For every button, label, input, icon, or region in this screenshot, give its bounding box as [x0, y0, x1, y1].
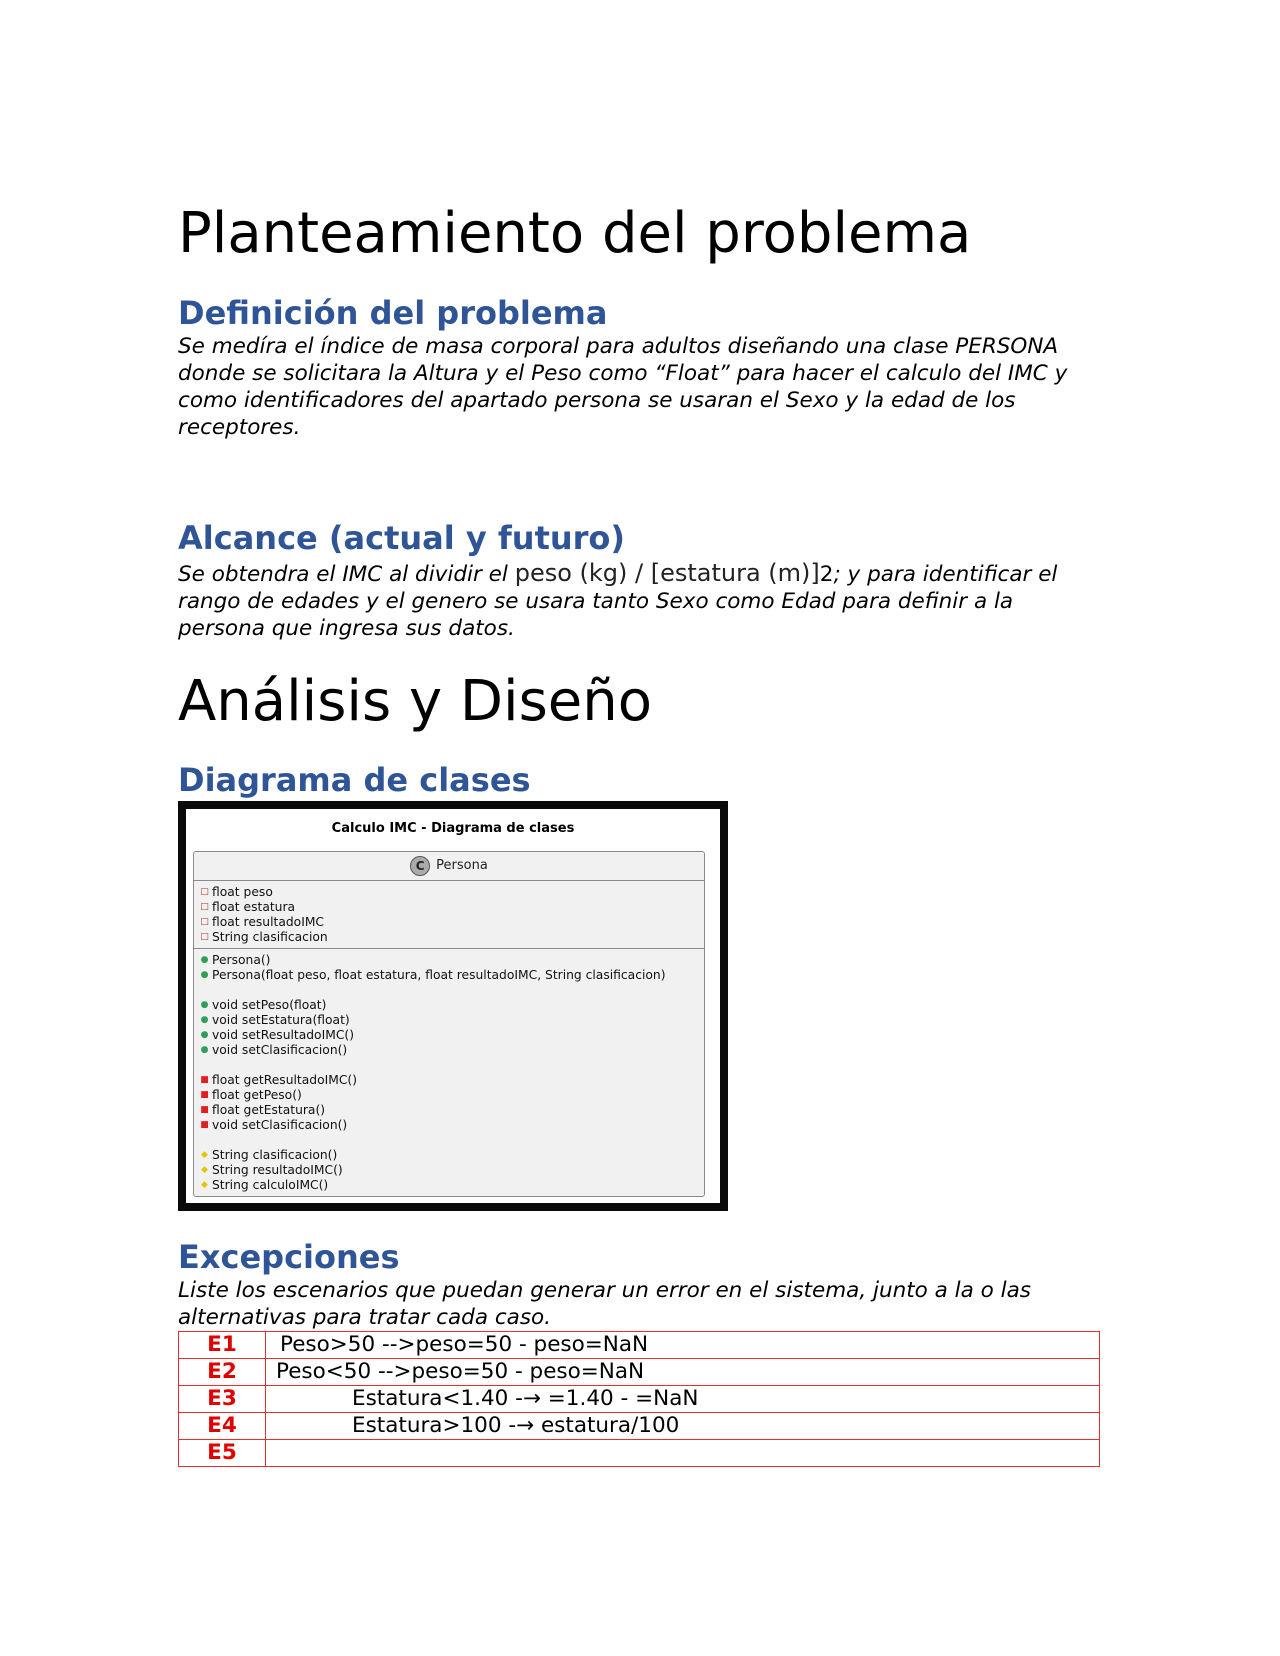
- exception-description: Peso>50 -->peso=50 - peso=NaN: [266, 1332, 1100, 1359]
- section-title-planteamiento: Planteamiento del problema: [178, 201, 972, 266]
- imc-formula: peso (kg) / [estatura (m)]: [514, 559, 820, 587]
- private-field-icon: □: [200, 902, 209, 912]
- heading-alcance: Alcance (actual y futuro): [178, 519, 626, 557]
- exceptions-table: [178, 1331, 1100, 1467]
- heading-definicion: Definición del problema: [178, 294, 608, 332]
- class-methods: [194, 949, 704, 1193]
- class-attributes: [194, 881, 704, 949]
- private-method-icon: ■: [200, 1105, 209, 1115]
- public-method-icon: ●: [200, 955, 209, 965]
- protected-method-icon: ◆: [201, 1180, 208, 1190]
- method-row: ■ void setClasificacion(): [200, 1118, 348, 1132]
- public-method-icon: ●: [200, 1015, 209, 1025]
- diagram-title: Calculo IMC - Diagrama de clases: [331, 821, 575, 836]
- exception-id: E4: [179, 1413, 266, 1440]
- method-row: ◆ String clasificacion(): [201, 1148, 338, 1162]
- private-field-icon: □: [200, 932, 209, 942]
- private-method-icon: ■: [200, 1090, 209, 1100]
- method-row: ● void setEstatura(float): [200, 1013, 350, 1027]
- table-row: [179, 1440, 1100, 1467]
- heading-diagrama: Diagrama de clases: [178, 761, 531, 799]
- exception-description: Estatura>100 -→ estatura/100: [266, 1413, 1100, 1440]
- method-row: ■ float getPeso(): [200, 1088, 302, 1102]
- section-title-analisis: Análisis y Diseño: [178, 669, 652, 734]
- exceptions-paragraph: Liste los escenarios que puedan generar un error en el sistema, junto a la o las alternativas para tratar cada caso.: [178, 1278, 1031, 1330]
- exception-description: Estatura<1.40 -→ =1.40 - =NaN: [266, 1386, 1100, 1413]
- table-row: [179, 1359, 1100, 1386]
- private-field-icon: □: [200, 887, 209, 897]
- method-row: ■ float getResultadoIMC(): [200, 1073, 358, 1087]
- method-row: ● Persona(): [200, 953, 271, 967]
- public-method-icon: ●: [200, 1000, 209, 1010]
- method-row: ● void setResultadoIMC(): [200, 1028, 355, 1042]
- private-method-icon: ■: [200, 1075, 209, 1085]
- method-row: ● void setPeso(float): [200, 998, 327, 1012]
- scope-paragraph: [178, 560, 1100, 642]
- class-badge-icon: C: [410, 856, 430, 876]
- protected-method-icon: ◆: [201, 1150, 208, 1160]
- exception-id: E5: [179, 1440, 266, 1467]
- attribute-row: □ float resultadoIMC: [200, 915, 325, 929]
- protected-method-icon: ◆: [201, 1165, 208, 1175]
- scope-text-before: Se obtendra el IMC al dividir el: [178, 562, 515, 587]
- class-name: Persona: [436, 858, 488, 873]
- class-box-persona: [193, 851, 705, 1197]
- exception-description: [266, 1440, 1100, 1467]
- public-method-icon: ●: [200, 1030, 209, 1040]
- exception-id: E3: [179, 1386, 266, 1413]
- scope-text-after: ; y para identificar el rango de edades y el genero se usara tanto Sexo como Edad para definir a la persona que ingresa sus datos.: [178, 562, 1058, 641]
- attribute-row: □ String clasificacion: [200, 930, 328, 944]
- class-diagram: [178, 801, 728, 1211]
- attribute-row: □ float peso: [200, 885, 273, 899]
- table-row: [179, 1332, 1100, 1359]
- public-method-icon: ●: [200, 1045, 209, 1055]
- heading-excepciones: Excepciones: [178, 1238, 400, 1276]
- private-field-icon: □: [200, 917, 209, 927]
- table-row: [179, 1386, 1100, 1413]
- attribute-row: □ float estatura: [200, 900, 296, 914]
- method-row: ◆ String calculoIMC(): [201, 1178, 329, 1192]
- exception-id: E1: [179, 1332, 266, 1359]
- table-row: [179, 1413, 1100, 1440]
- method-row: ■ float getEstatura(): [200, 1103, 326, 1117]
- private-method-icon: ■: [200, 1120, 209, 1130]
- method-row: ● Persona(float peso, float estatura, float resultadoIMC, String clasificacion): [200, 968, 666, 982]
- exception-id: E2: [179, 1359, 266, 1386]
- formula-exponent: 2: [819, 562, 834, 587]
- exception-description: Peso<50 -->peso=50 - peso=NaN: [266, 1359, 1100, 1386]
- class-header: [194, 852, 704, 881]
- method-row: ● void setClasificacion(): [200, 1043, 348, 1057]
- method-row: ◆ String resultadoIMC(): [201, 1163, 343, 1177]
- public-method-icon: ●: [200, 970, 209, 980]
- definition-paragraph: Se medíra el índice de masa corporal para adultos diseñando una clase PERSONA donde se solicitara la Altura y el Peso como “Float” para hacer el calculo del IMC y como identificadores del apartado persona se usaran el Sexo y la edad de los receptores.: [178, 334, 1068, 440]
